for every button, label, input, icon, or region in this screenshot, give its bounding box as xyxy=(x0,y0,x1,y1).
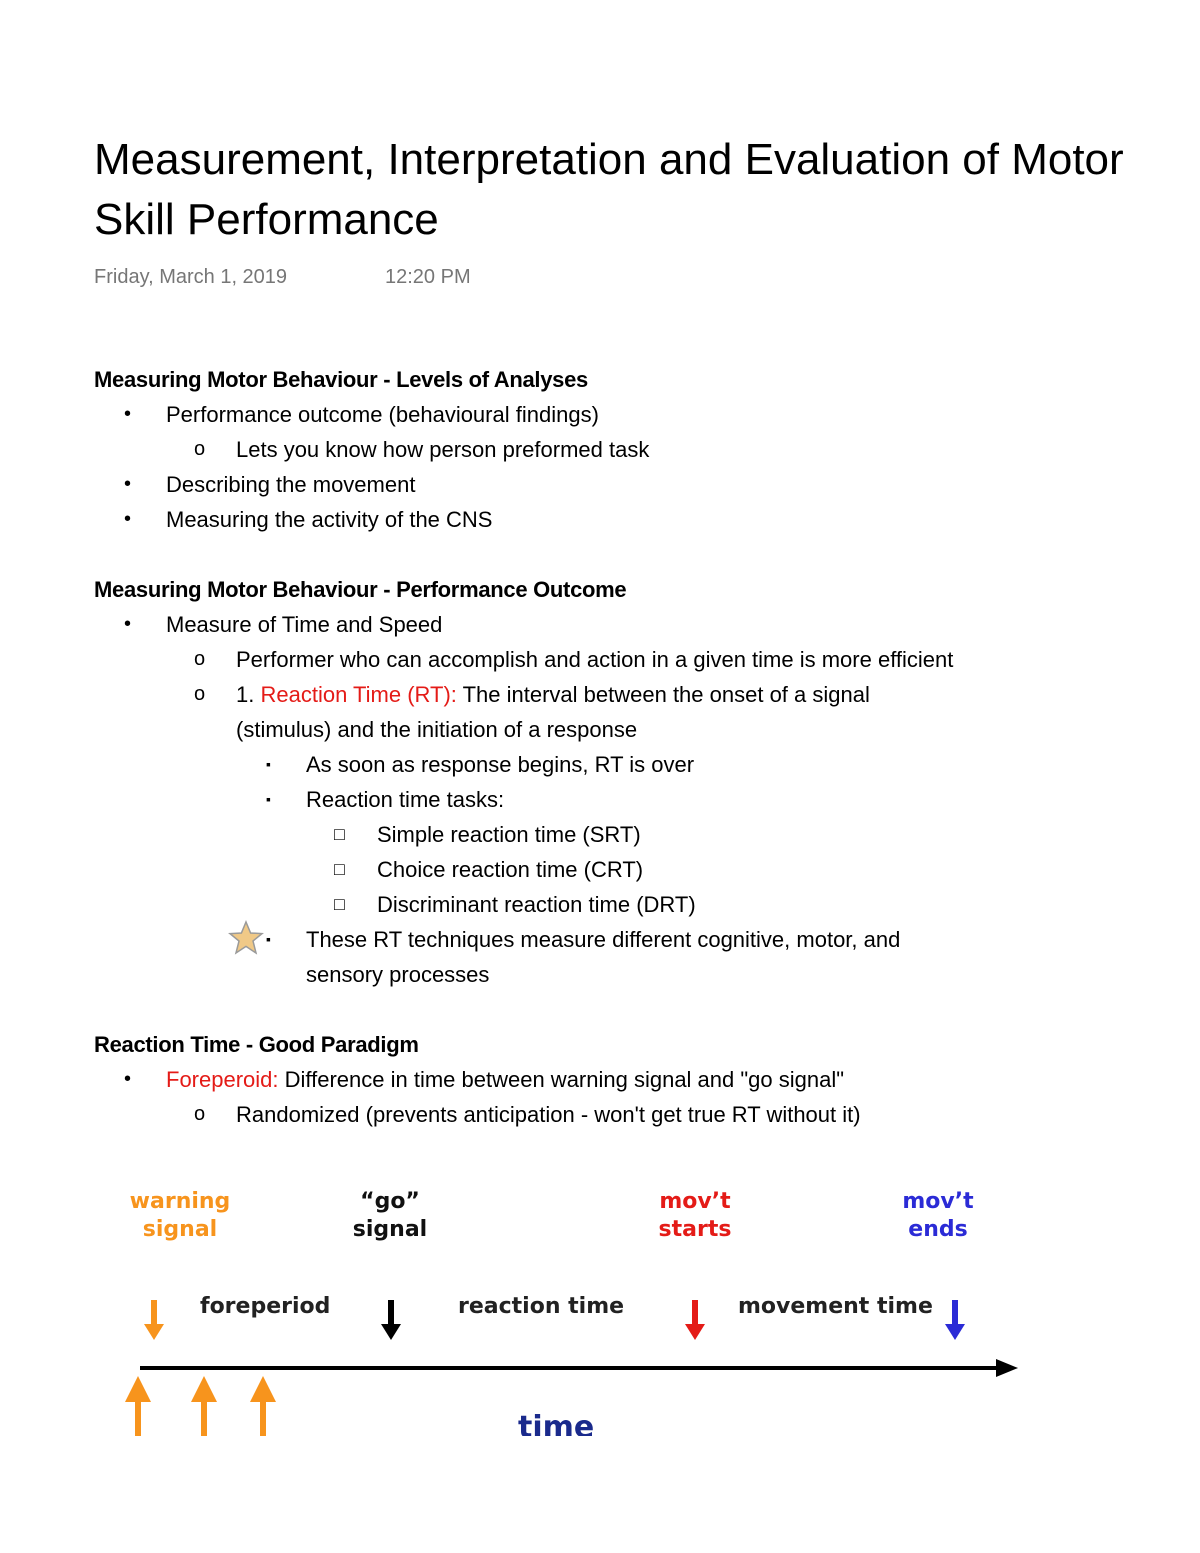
label-foreperiod: foreperiod xyxy=(200,1294,331,1319)
list-item: □ Choice reaction time (CRT) xyxy=(94,852,1174,887)
list-item: • Foreperoid: Difference in time between warning signal and "go signal" xyxy=(94,1062,1174,1097)
list-item: • Describing the movement xyxy=(94,467,1174,502)
reaction-time-timeline-diagram xyxy=(120,1180,1040,1436)
square-bullet-glyph: ▪ xyxy=(266,791,271,807)
down-arrow-movement-end xyxy=(945,1300,965,1340)
bullet-glyph: • xyxy=(124,473,132,495)
down-arrow-go xyxy=(381,1300,401,1340)
list-item: o Lets you know how person preformed task xyxy=(94,432,1174,467)
star-icon xyxy=(228,920,264,956)
label-movement-starts: mov’t starts xyxy=(658,1189,732,1242)
label-movement-ends: mov’t ends xyxy=(902,1189,974,1242)
section-heading-performance-outcome: Measuring Motor Behaviour - Performance Outcome xyxy=(94,577,627,602)
bullet-glyph: • xyxy=(124,508,132,530)
spacer xyxy=(94,992,1174,1027)
checkbox-bullet-glyph: □ xyxy=(334,859,345,879)
list-item: • Measuring the activity of the CNS xyxy=(94,502,1174,537)
page-title-line-2: Skill Performance xyxy=(94,195,439,244)
list-item-reaction-time: o 1. Reaction Time (RT): The interval between the onset of a signal (stimulus) and the initiation of a response xyxy=(94,677,1174,747)
page-title-line-1: Measurement, Interpretation and Evaluation of Motor xyxy=(94,135,1124,184)
time-axis-arrow xyxy=(140,1359,1018,1377)
down-arrow-movement-start xyxy=(685,1300,705,1340)
bullet-glyph: • xyxy=(124,613,132,635)
list-item: o Randomized (prevents anticipation - won't get true RT without it) xyxy=(94,1097,1174,1132)
spacer xyxy=(94,537,1174,572)
up-arrow-2 xyxy=(191,1376,217,1436)
up-arrow-1 xyxy=(125,1376,151,1436)
list-item: • Performance outcome (behavioural findings) xyxy=(94,397,1174,432)
up-arrow-3 xyxy=(250,1376,276,1436)
section-heading-good-paradigm: Reaction Time - Good Paradigm xyxy=(94,1032,419,1057)
label-warning-signal: warning signal xyxy=(129,1189,231,1242)
note-timestamp xyxy=(94,266,471,289)
label-reaction-time: reaction time xyxy=(458,1294,625,1319)
list-item: ▪ As soon as response begins, RT is over xyxy=(94,747,1174,782)
circle-bullet-glyph: o xyxy=(194,438,206,460)
term-reaction-time: Reaction Time (RT): xyxy=(260,682,457,707)
list-item: o Performer who can accomplish and action in a given time is more efficient xyxy=(94,642,1174,677)
list-item: • Measure of Time and Speed xyxy=(94,607,1174,642)
checkbox-bullet-glyph: □ xyxy=(334,894,345,914)
note-time: 12:20 PM xyxy=(385,266,471,288)
timeline-arrows xyxy=(120,1180,1040,1436)
circle-bullet-glyph: o xyxy=(194,1103,206,1125)
label-go-signal: “go” signal xyxy=(352,1189,428,1242)
note-body xyxy=(94,362,1174,1132)
list-item: □ Discriminant reaction time (DRT) xyxy=(94,887,1174,922)
square-bullet-glyph: ▪ xyxy=(266,931,271,947)
list-item-starred: ▪ These RT techniques measure different cognitive, motor, and sensory processes xyxy=(94,922,1174,992)
bullet-glyph: • xyxy=(124,1068,132,1090)
label-time-axis: time xyxy=(518,1410,595,1436)
note-date: Friday, March 1, 2019 xyxy=(94,266,288,288)
square-bullet-glyph: ▪ xyxy=(266,756,271,772)
circle-bullet-glyph: o xyxy=(194,683,206,705)
section-heading-levels: Measuring Motor Behaviour - Levels of Analyses xyxy=(94,367,588,392)
circle-bullet-glyph: o xyxy=(194,648,206,670)
page-title xyxy=(94,130,1200,250)
list-item: □ Simple reaction time (SRT) xyxy=(94,817,1174,852)
down-arrow-warning xyxy=(144,1300,164,1340)
term-foreperiod: Foreperoid: xyxy=(166,1067,279,1092)
bullet-glyph: • xyxy=(124,403,132,425)
label-movement-time: movement time xyxy=(738,1294,933,1319)
checkbox-bullet-glyph: □ xyxy=(334,824,345,844)
list-item: ▪ Reaction time tasks: xyxy=(94,782,1174,817)
